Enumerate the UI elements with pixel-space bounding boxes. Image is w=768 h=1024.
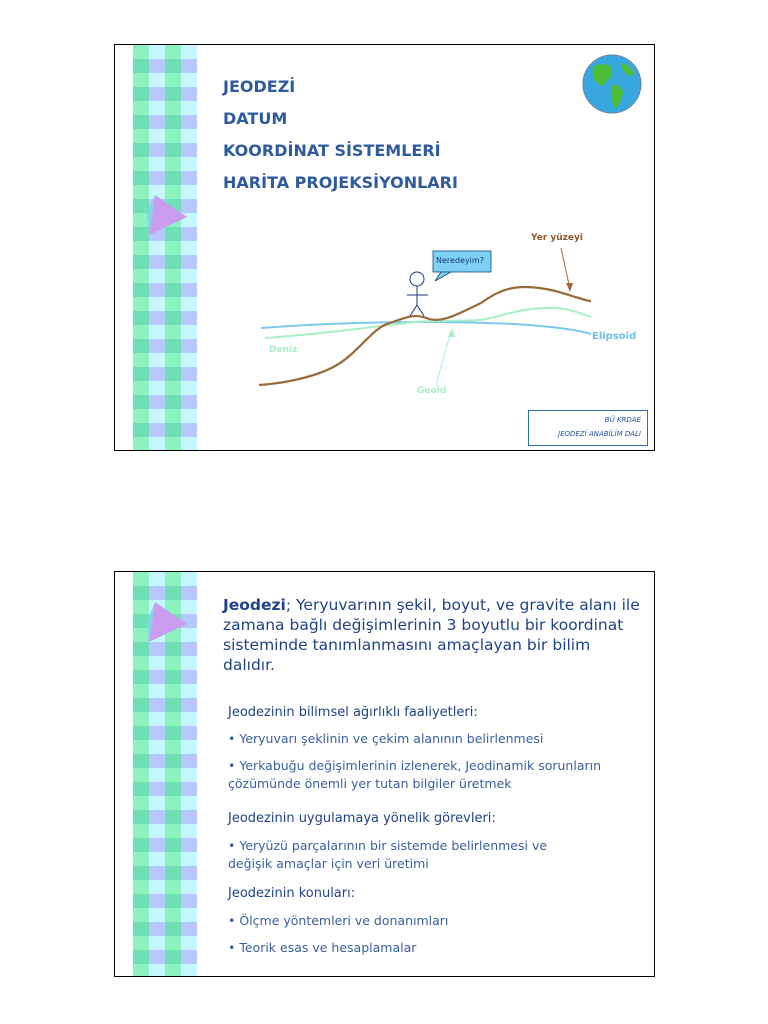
list-item: • Yeryuvarı şeklinin ve çekim alanının belirlenmesi bbox=[228, 731, 544, 746]
label-deniz: Deniz bbox=[269, 345, 298, 355]
slide-2 bbox=[114, 571, 655, 977]
pyramid-icon bbox=[147, 602, 189, 646]
credit-line-1: BÜ KRDAE bbox=[604, 416, 641, 424]
list-item: • Ölçme yöntemleri ve donanımları bbox=[228, 913, 449, 928]
definition-paragraph bbox=[223, 595, 643, 675]
credit-box bbox=[528, 410, 648, 446]
definition-term: Jeodezi bbox=[223, 596, 286, 614]
title-koordinat: KOORDİNAT SİSTEMLERİ bbox=[223, 141, 441, 160]
label-geoid: Geoid bbox=[417, 386, 447, 396]
list-item: • Teorik esas ve hesaplamalar bbox=[228, 940, 417, 955]
definition-text: ; Yeryuvarının şekil, boyut, ve gravite alanı ile zamana bağlı değişimlerinin 3 boyutlu bir koordinat sisteminde tanımlanmasını amaçlayan bir bilim dalıdır. bbox=[223, 596, 640, 674]
ellipsoid-line bbox=[261, 322, 591, 334]
title-jeodezi: JEODEZİ bbox=[223, 77, 296, 96]
label-yer-yuzeyi: Yer yüzeyi bbox=[531, 233, 583, 243]
slide-1 bbox=[114, 44, 655, 451]
list-item: • Yerkabuğu değişimlerinin izlenerek, Jeodinamik sorunların çözümünde önemli yer tutan bilgiler üretmek bbox=[228, 758, 602, 791]
title-harita: HARİTA PROJEKSİYONLARI bbox=[223, 173, 458, 192]
section-heading-scientific: Jeodezinin bilimsel ağırlıklı faaliyetleri: bbox=[228, 705, 478, 720]
bubble-label: Neredeyim? bbox=[436, 256, 484, 265]
terrain-line bbox=[259, 287, 591, 385]
title-datum: DATUM bbox=[223, 109, 288, 128]
section-heading-topics: Jeodezinin konuları: bbox=[228, 886, 356, 901]
section-heading-applied: Jeodezinin uygulamaya yönelik görevleri: bbox=[228, 811, 496, 826]
list-item: • Yeryüzü parçalarının bir sistemde belirlenmesi ve değişik amaçlar için veri üretimi bbox=[228, 838, 548, 871]
label-elipsoid: Elipsoid bbox=[592, 331, 637, 342]
credit-line-2: JEODEZİ ANABİLİM DALI bbox=[558, 430, 641, 438]
person-figure bbox=[407, 272, 428, 316]
geoid-diagram bbox=[115, 45, 654, 450]
